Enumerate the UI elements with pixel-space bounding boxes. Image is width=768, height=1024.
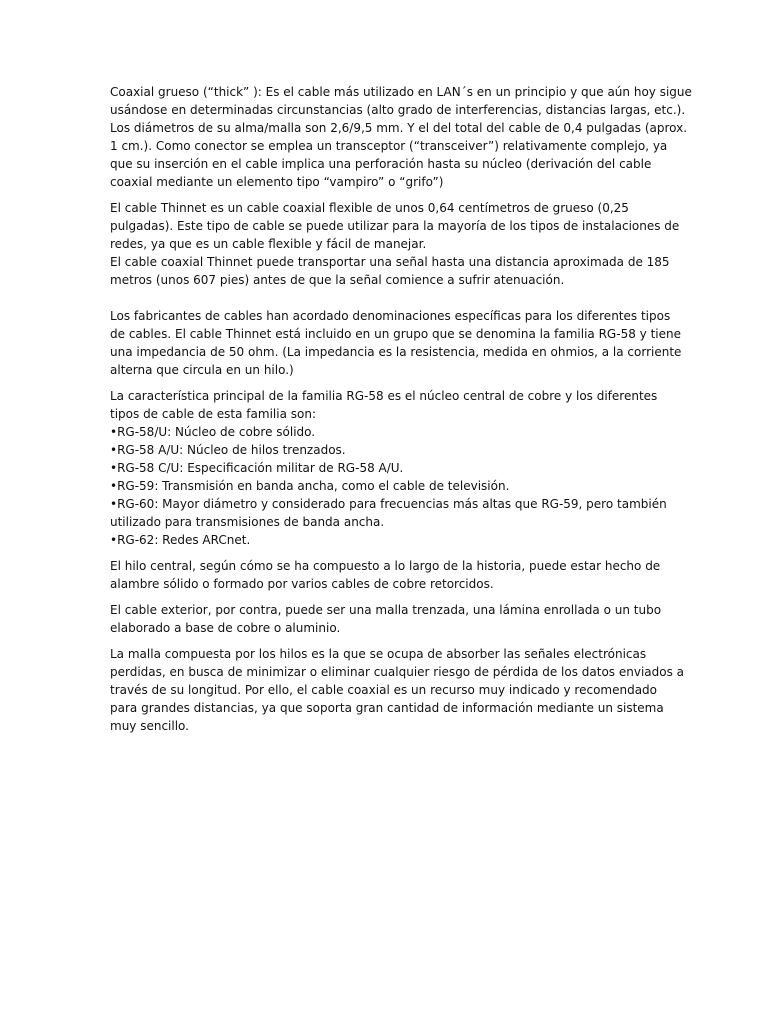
list-item: •RG-59: Transmisión en banda ancha, como el cable de televisión.	[110, 479, 510, 493]
text-line: La malla compuesta por los hilos es la que se ocupa de absorber las señales electrónicas	[110, 647, 647, 661]
paragraph-coaxial-grueso	[110, 83, 692, 191]
paragraph-fabricantes	[110, 307, 682, 379]
text-line: para grandes distancias, ya que soporta gran cantidad de información mediante un sistema	[110, 701, 664, 715]
list-item: •RG-58/U: Núcleo de cobre sólido.	[110, 425, 316, 439]
paragraph-cable-exterior	[110, 601, 662, 637]
text-line: Coaxial grueso (“thick” ): Es el cable más utilizado en LAN´s en un principio y que aún hoy sigue	[110, 85, 692, 99]
text-line: Los diámetros de su alma/malla son 2,6/9,5 mm. Y el del total del cable de 0,4 pulgadas (aprox.	[110, 121, 688, 135]
text-line: El hilo central, según cómo se ha compuesto a lo largo de la historia, puede estar hecho de	[110, 559, 661, 573]
paragraph-malla	[110, 645, 685, 735]
text-line: pulgadas). Este tipo de cable se puede utilizar para la mayoría de los tipos de instalaciones de	[110, 219, 680, 233]
list-item: •RG-62: Redes ARCnet.	[110, 533, 251, 547]
text-line: muy sencillo.	[110, 719, 189, 733]
text-line: El cable Thinnet es un cable coaxial flexible de unos 0,64 centímetros de grueso (0,25	[110, 201, 629, 215]
text-line: través de su longitud. Por ello, el cable coaxial es un recurso muy indicado y recomendado	[110, 683, 658, 697]
text-line: coaxial mediante un elemento tipo “vampiro” o “grifo”)	[110, 175, 444, 189]
text-line: metros (unos 607 pies) antes de que la señal comience a sufrir atenuación.	[110, 273, 565, 287]
text-line: elaborado a base de cobre o aluminio.	[110, 621, 341, 635]
list-item: •RG-60: Mayor diámetro y considerado para frecuencias más altas que RG-59, pero también	[110, 497, 667, 511]
text-line: 1 cm.). Como conector se emplea un transceptor (“transceiver”) relativamente complejo, ya	[110, 139, 668, 153]
text-line: usándose en determinadas circunstancias (alto grado de interferencias, distancias largas, etc.).	[110, 103, 686, 117]
text-line: que su inserción en el cable implica una perforación hasta su núcleo (derivación del cable	[110, 157, 652, 171]
text-line: alambre sólido o formado por varios cables de cobre retorcidos.	[110, 577, 494, 591]
text-line: una impedancia de 50 ohm. (La impedancia es la resistencia, medida en ohmios, a la corriente	[110, 345, 682, 359]
paragraph-hilo-central	[110, 557, 661, 593]
text-line: El cable coaxial Thinnet puede transportar una señal hasta una distancia aproximada de 185	[110, 255, 670, 269]
paragraph-thinnet	[110, 199, 680, 289]
list-item: •RG-58 C/U: Especificación militar de RG-58 A/U.	[110, 461, 404, 475]
text-line: tipos de cable de esta familia son:	[110, 407, 316, 421]
text-line: La característica principal de la familia RG-58 es el núcleo central de cobre y los diferentes	[110, 389, 658, 403]
text-line: redes, ya que es un cable flexible y fácil de manejar.	[110, 237, 427, 251]
text-line: Los fabricantes de cables han acordado denominaciones específicas para los diferentes tipos	[110, 309, 671, 323]
list-item-continuation: utilizado para transmisiones de banda ancha.	[110, 515, 385, 529]
paragraph-familia-rg58	[110, 387, 667, 549]
list-item: •RG-58 A/U: Núcleo de hilos trenzados.	[110, 443, 346, 457]
text-line: de cables. El cable Thinnet está incluido en un grupo que se denomina la familia RG-58 y tiene	[110, 327, 681, 341]
text-line: El cable exterior, por contra, puede ser una malla trenzada, una lámina enrollada o un tubo	[110, 603, 662, 617]
text-line: perdidas, en busca de minimizar o eliminar cualquier riesgo de pérdida de los datos enviados a	[110, 665, 685, 679]
document-body	[110, 83, 692, 743]
text-line: alterna que circula en un hilo.)	[110, 363, 294, 377]
